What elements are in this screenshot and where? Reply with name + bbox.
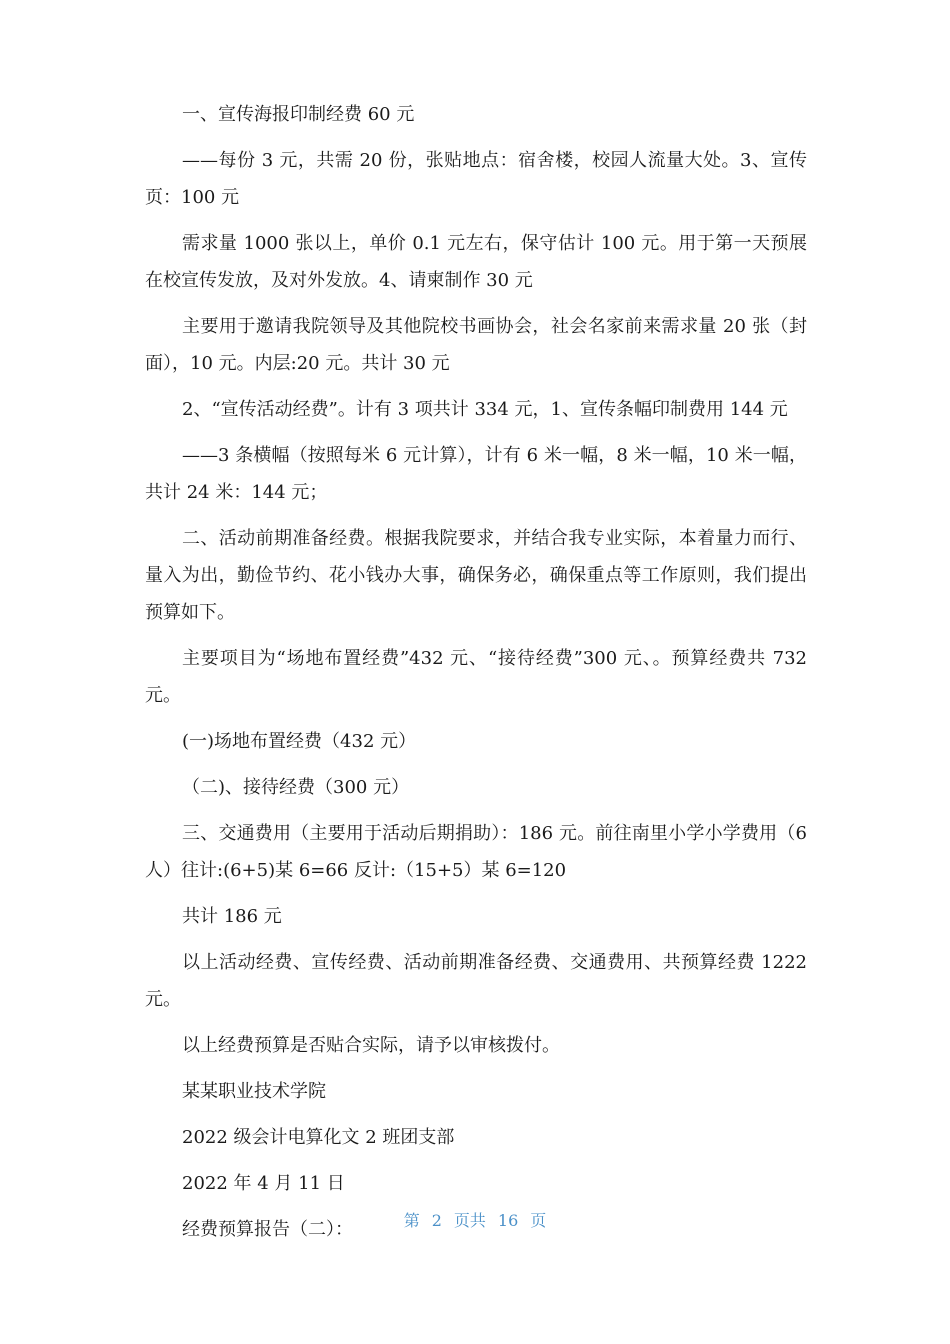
paragraph: 以上活动经费、宣传经费、活动前期准备经费、交通费用、共预算经费 1222 元。	[145, 952, 807, 1010]
paragraph: 一、宣传海报印制经费 60 元	[182, 104, 415, 125]
next-section-heading: 经费预算报告（二）：	[182, 1219, 353, 1240]
paragraph: 主要用于邀请我院领导及其他院校书画协会，社会名家前来需求量 20 张（封面），10 元。内层:20 元。共计 30 元	[145, 316, 807, 374]
paragraph: 2、“宣传活动经费”。计有 3 项共计 334 元，1、宣传条幅印制费用 144 元	[182, 399, 788, 420]
paragraph: 主要项目为“场地布置经费”432 元、“接待经费”300 元、。预算经费共 732 元。	[145, 648, 807, 706]
signature-date: 2022 年 4 月 11 日	[182, 1173, 345, 1194]
signature-organization: 某某职业技术学院	[182, 1081, 326, 1102]
page-label-mid: 页共	[453, 1211, 486, 1230]
paragraph: ——3 条横幅（按照每米 6 元计算），计有 6 米一幅，8 米一幅，10 米一幅，共计 24 米：144 元；	[145, 445, 807, 503]
paragraph: 三、交通费用（主要用于活动后期捐助）：186 元。前往南里小学小学费用（6 人）往计:(6+5)某 6=66 反计:（15+5）某 6=120	[145, 823, 807, 881]
page-label-prefix: 第	[403, 1211, 420, 1230]
signature-department: 2022 级会计电算化文 2 班团支部	[182, 1127, 455, 1148]
current-page-number: 2	[431, 1211, 442, 1230]
paragraph: ——每份 3 元，共需 20 份，张贴地点：宿舍楼，校园人流量大处。3、宣传页：100 元	[145, 150, 807, 208]
paragraph: 共计 186 元	[182, 906, 282, 927]
paragraph: (一)场地布置经费（432 元）	[182, 731, 417, 752]
paragraph: 需求量 1000 张以上，单价 0.1 元左右，保守估计 100 元。用于第一天预展在校宣传发放，及对外发放。4、请柬制作 30 元	[145, 233, 807, 291]
paragraph: 二、活动前期准备经费。根据我院要求，并结合我专业实际，本着量力而行、量入为出，勤俭节约、花小钱办大事，确保务必，确保重点等工作原则，我们提出预算如下。	[145, 528, 807, 623]
total-pages-number: 16	[497, 1211, 519, 1230]
paragraph: （二)、接待经费（300 元）	[182, 777, 410, 798]
paragraph: 以上经费预算是否贴合实际，请予以审核拨付。	[182, 1035, 560, 1056]
page-footer	[0, 1208, 950, 1231]
document-body	[145, 96, 807, 1257]
page-label-suffix: 页	[530, 1211, 547, 1230]
